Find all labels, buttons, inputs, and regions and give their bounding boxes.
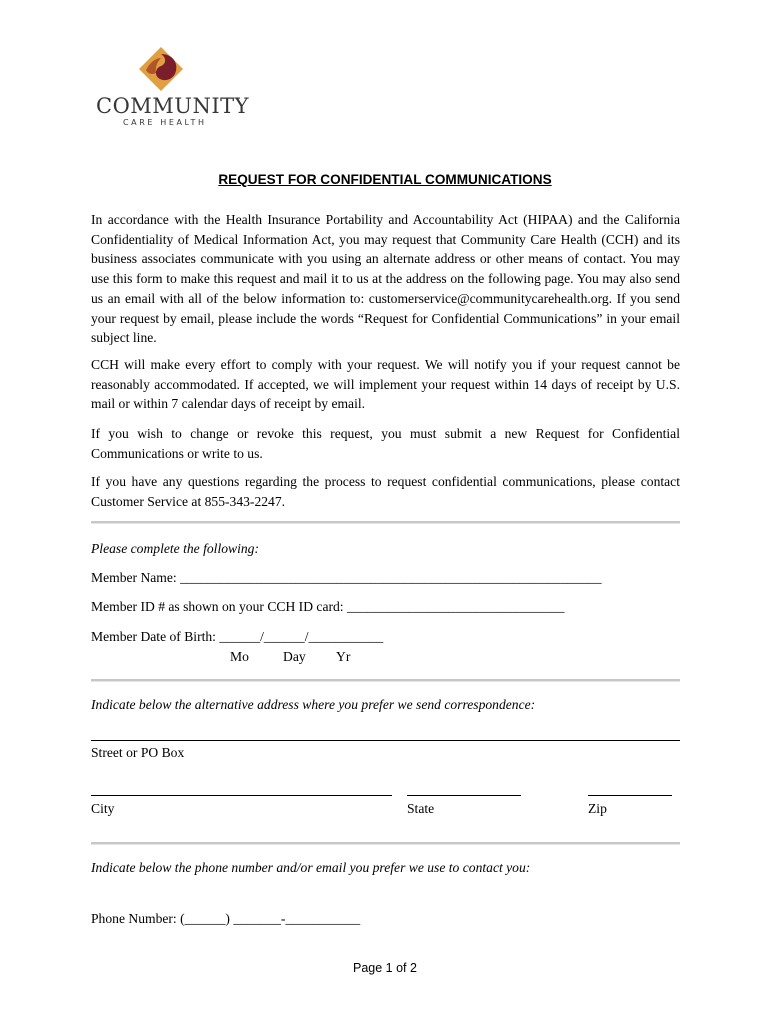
contact-intro: Indicate below the phone number and/or email you prefer we use to contact you: xyxy=(91,860,531,875)
page-title: REQUEST FOR CONFIDENTIAL COMMUNICATIONS xyxy=(218,172,552,187)
zip-input-line[interactable] xyxy=(588,795,672,796)
dob-year-label: Yr xyxy=(336,649,351,664)
divider xyxy=(91,521,680,524)
member-name-field[interactable]: Member Name: ______________________________________________________________ xyxy=(91,570,602,585)
paragraph-hipaa: In accordance with the Health Insurance Portability and Accountability Act (HIPAA) and the California Confidentiality of Medical Information Act, you may request that Community Care Health (CCH) and its business associates communicate with you using an alternate address or other means of contact. You may use this form to make this request and mail it to us at the address on the following page. You may also send us an email with all of the below information to: customerservice@communitycarehealth.org. If you send your request by email, please include the words “Request for Confidential Communications” in your email subject line. xyxy=(91,212,680,346)
divider xyxy=(91,842,680,845)
phone-number-field[interactable]: Phone Number: (______) _______-___________ xyxy=(91,911,361,926)
city-label: City xyxy=(91,801,115,816)
paragraph-revoke: If you wish to change or revoke this request, you must submit a new Request for Confidential Communications or write to us. xyxy=(91,426,680,461)
dob-month-label: Mo xyxy=(230,649,249,664)
logo-name: COMMUNITY xyxy=(96,94,250,118)
member-id-field[interactable]: Member ID # as shown on your CCH ID card: ________________________________ xyxy=(91,599,565,614)
logo-mark-icon xyxy=(136,46,186,96)
paragraph-questions: If you have any questions regarding the process to request confidential communications, please contact Customer Service at 855-343-2247. xyxy=(91,474,680,509)
address-intro: Indicate below the alternative address where you prefer we send correspondence: xyxy=(91,697,536,712)
state-input-line[interactable] xyxy=(407,795,521,796)
dob-day-label: Day xyxy=(283,649,306,664)
logo-subtitle: CARE HEALTH xyxy=(123,118,207,127)
logo xyxy=(96,46,250,132)
zip-label: Zip xyxy=(588,801,607,816)
street-input-line[interactable] xyxy=(91,740,680,741)
city-input-line[interactable] xyxy=(91,795,392,796)
paragraph-comply: CCH will make every effort to comply with your request. We will notify you if your request cannot be reasonably accommodated. If accepted, we will implement your request within 14 days of receipt by U.S. mail or within 7 calendar days of receipt by email. xyxy=(91,357,680,412)
state-label: State xyxy=(407,801,435,816)
divider xyxy=(91,679,680,682)
street-label: Street or PO Box xyxy=(91,745,185,760)
form-intro: Please complete the following: xyxy=(91,541,259,556)
member-dob-field[interactable]: Member Date of Birth: ______/______/___________ xyxy=(91,629,384,644)
page-number: Page 1 of 2 xyxy=(353,961,417,975)
